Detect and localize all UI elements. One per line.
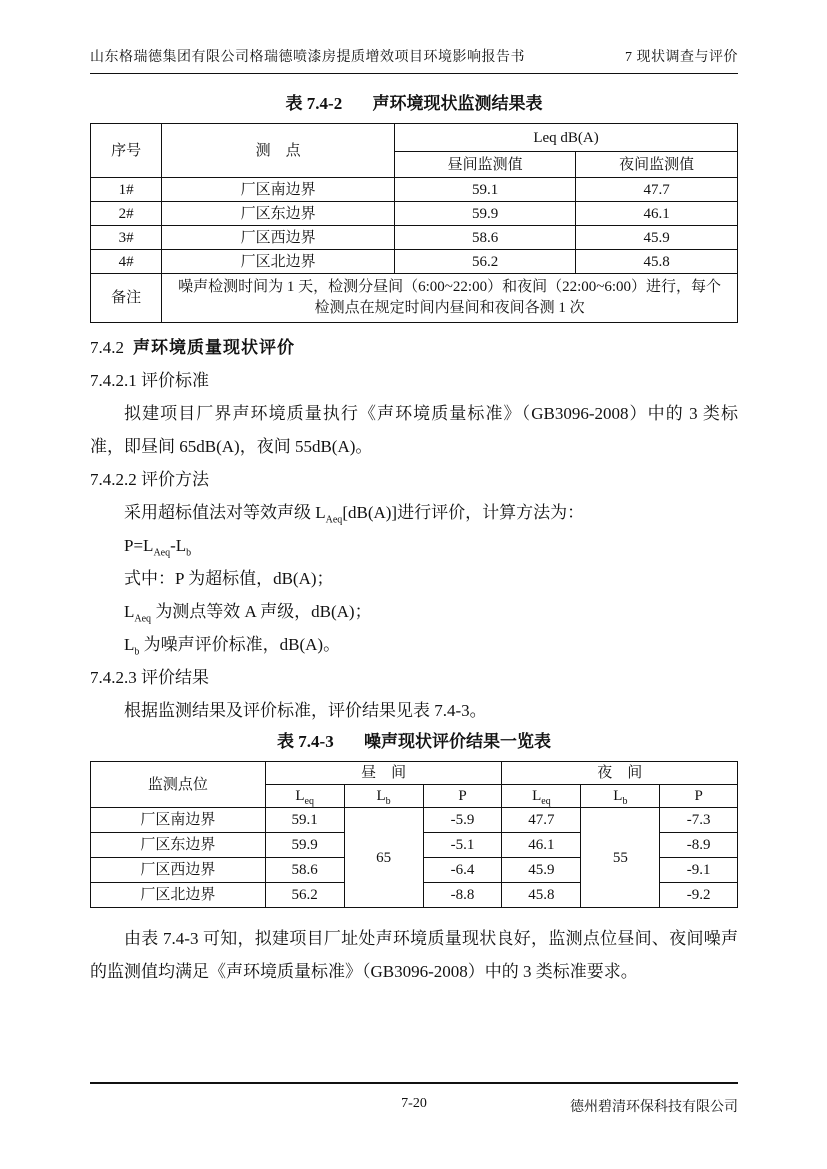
- formula-mid: -L: [170, 536, 187, 555]
- noise-evaluation-results-table: [90, 761, 738, 908]
- lb-subscript: b: [622, 796, 628, 807]
- footer-company-name: 德州碧清环保科技有限公司: [570, 1100, 738, 1115]
- method-intro-pre: 采用超标值法对等效声级 L: [124, 503, 326, 522]
- monitor-point-cell: 厂区北边界: [162, 250, 395, 274]
- night-leq-cell: 47.7: [502, 808, 581, 833]
- night-leq-cell: 45.9: [502, 858, 581, 883]
- col-header-day: 昼间监测值: [395, 152, 576, 178]
- section-742-number: 7.4.2: [90, 338, 124, 357]
- monitor-point-cell: 厂区东边界: [91, 833, 266, 858]
- table1-title: [90, 92, 738, 116]
- laeq-base: L: [124, 602, 135, 621]
- col-header-nighttime: 夜 间: [502, 762, 738, 785]
- page-header: [90, 46, 738, 74]
- col-header-daytime: 昼 间: [265, 762, 502, 785]
- night-p-cell: -7.3: [660, 808, 738, 833]
- night-leq-cell: 46.1: [502, 833, 581, 858]
- laeq-definition-text: 为测点等效 A 声级，dB(A)；: [151, 602, 372, 621]
- day-leq-cell: 58.6: [265, 858, 344, 883]
- row-no-cell: 2#: [91, 202, 162, 226]
- table-header-row: [91, 124, 738, 152]
- laeq-subscript: Aeq: [153, 547, 171, 559]
- night-leq-cell: 45.8: [502, 883, 581, 908]
- section-742-title: 声环境质量现状评价: [133, 338, 295, 357]
- col-header-leq: Leq dB(A): [395, 124, 738, 152]
- lb-base: L: [124, 635, 135, 654]
- day-value-cell: 56.2: [395, 250, 576, 274]
- col-header-day-leq: [265, 785, 344, 808]
- section-7422-heading: 7.4.2.2 评价方法: [90, 470, 209, 489]
- method-intro-line: [90, 496, 738, 529]
- section-7421-heading: 7.4.2.1 评价标准: [90, 371, 209, 390]
- night-standard-cell: 55: [581, 808, 660, 908]
- day-value-cell: 58.6: [395, 226, 576, 250]
- note-text-cell: 噪声检测时间为 1 天，检测分昼间（6:00~22:00）和夜间（22:00~6:00）进行，每个检测点在规定时间内昼间和夜间各测 1 次: [162, 274, 738, 323]
- night-value-cell: 46.1: [576, 202, 738, 226]
- table-row: [91, 226, 738, 250]
- table-header-row: [91, 762, 738, 785]
- header-report-title: 山东格瑞德集团有限公司格瑞德喷漆房提质增效项目环境影响报告书: [90, 50, 525, 65]
- day-value-cell: 59.9: [395, 202, 576, 226]
- col-header-day-p: P: [423, 785, 502, 808]
- col-header-night: 夜间监测值: [576, 152, 738, 178]
- col-header-night-lb: [581, 785, 660, 808]
- table-row: [91, 808, 738, 833]
- lb-base: L: [376, 788, 386, 804]
- laeq-subscript: Aeq: [134, 613, 152, 625]
- day-leq-cell: 59.1: [265, 808, 344, 833]
- table-row: [91, 202, 738, 226]
- lb-subscript: b: [385, 796, 391, 807]
- lb-subscript: b: [186, 547, 192, 559]
- section-7423-heading: 7.4.2.3 评价结果: [90, 668, 209, 687]
- lb-base: L: [613, 788, 623, 804]
- night-p-cell: -8.9: [660, 833, 738, 858]
- day-p-cell: -5.9: [423, 808, 502, 833]
- night-p-cell: -9.1: [660, 858, 738, 883]
- col-header-point: 监测点位: [91, 762, 266, 808]
- row-no-cell: 4#: [91, 250, 162, 274]
- definition-laeq-line: [90, 595, 738, 628]
- lb-definition-text: 为噪声评价标准，dB(A)。: [139, 635, 341, 654]
- noise-monitoring-results-table: [90, 123, 738, 323]
- formula-line: [90, 529, 738, 562]
- method-intro-post: [dB(A)]进行评价，计算方法为：: [342, 503, 585, 522]
- monitor-point-cell: 厂区西边界: [162, 226, 395, 250]
- night-p-cell: -9.2: [660, 883, 738, 908]
- day-p-cell: -5.1: [423, 833, 502, 858]
- table1-title-text: 声环境现状监测结果表: [372, 94, 543, 113]
- night-value-cell: 47.7: [576, 178, 738, 202]
- day-p-cell: -6.4: [423, 858, 502, 883]
- table2-title-text: 噪声现状评价结果一览表: [363, 732, 551, 751]
- col-header-point: 测 点: [162, 124, 395, 178]
- conclusion-paragraph: 由表 7.4-3 可知，拟建项目厂址处声环境质量现状良好，监测点位昼间、夜间噪声的监测值均满足《声环境质量标准》（GB3096-2008）中的 3 类标准要求。: [90, 929, 738, 981]
- result-intro-paragraph: 根据监测结果及评价标准，评价结果见表 7.4-3。: [124, 701, 487, 720]
- laeq-subscript: Aeq: [325, 514, 343, 526]
- note-label-cell: 备注: [91, 274, 162, 323]
- table-row: [91, 250, 738, 274]
- col-header-night-leq: [502, 785, 581, 808]
- night-value-cell: 45.8: [576, 250, 738, 274]
- formula-pre: P=L: [124, 536, 154, 555]
- definition-p-line: 式中：P 为超标值，dB(A)；: [124, 569, 334, 588]
- row-no-cell: 1#: [91, 178, 162, 202]
- row-no-cell: 3#: [91, 226, 162, 250]
- table1-title-label: 表 7.4-2: [285, 94, 343, 113]
- definition-lb-line: [90, 628, 738, 661]
- table2-title-label: 表 7.4-3: [277, 732, 334, 751]
- day-value-cell: 59.1: [395, 178, 576, 202]
- page-number: 7-20: [401, 1096, 427, 1111]
- section-742-heading: [90, 331, 738, 364]
- night-value-cell: 45.9: [576, 226, 738, 250]
- leq-subscript: eq: [541, 796, 551, 807]
- leq-base: L: [532, 788, 542, 804]
- standard-paragraph: 拟建项目厂界声环境质量执行《声环境质量标准》（GB3096-2008）中的 3 类标准，即昼间 65dB(A)，夜间 55dB(A)。: [90, 404, 738, 456]
- page-content: [90, 46, 738, 988]
- col-header-no: 序号: [91, 124, 162, 178]
- monitor-point-cell: 厂区南边界: [91, 808, 266, 833]
- day-leq-cell: 59.9: [265, 833, 344, 858]
- page-footer: [90, 1082, 738, 1115]
- col-header-night-p: P: [660, 785, 738, 808]
- day-p-cell: -8.8: [423, 883, 502, 908]
- col-header-day-lb: [344, 785, 423, 808]
- day-standard-cell: 65: [344, 808, 423, 908]
- table2-title: [90, 730, 738, 754]
- header-chapter-title: 7 现状调查与评价: [625, 50, 738, 65]
- day-leq-cell: 56.2: [265, 883, 344, 908]
- monitor-point-cell: 厂区东边界: [162, 202, 395, 226]
- table-note-row: [91, 274, 738, 323]
- table-row: [91, 178, 738, 202]
- lb-subscript: b: [134, 646, 140, 658]
- monitor-point-cell: 厂区北边界: [91, 883, 266, 908]
- monitor-point-cell: 厂区南边界: [162, 178, 395, 202]
- leq-base: L: [295, 788, 305, 804]
- leq-subscript: eq: [304, 796, 314, 807]
- monitor-point-cell: 厂区西边界: [91, 858, 266, 883]
